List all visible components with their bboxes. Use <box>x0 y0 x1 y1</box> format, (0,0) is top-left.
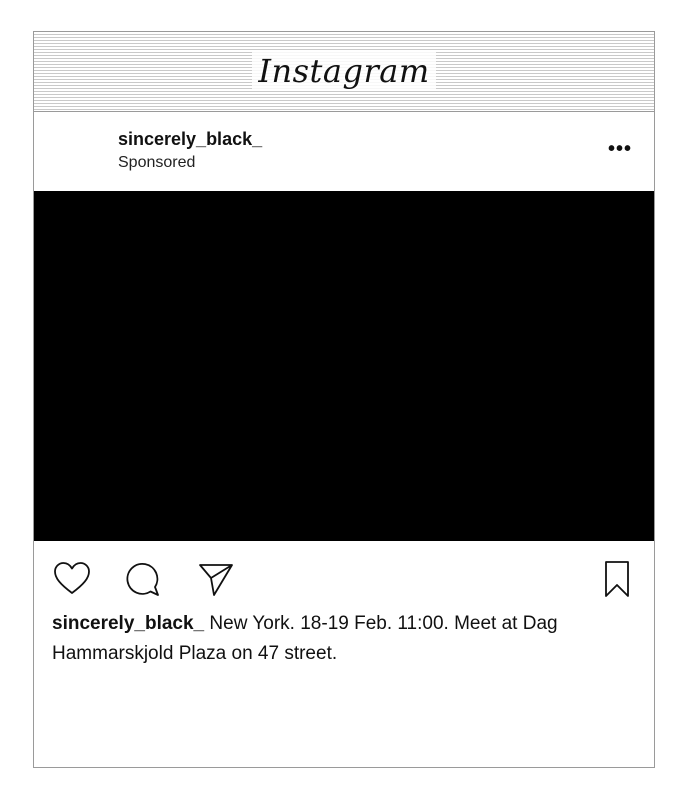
post-media[interactable] <box>34 191 654 541</box>
paper-plane-icon[interactable] <box>196 559 236 599</box>
sponsored-label: Sponsored <box>118 154 196 171</box>
post-username[interactable]: sincerely_black_ <box>118 129 263 149</box>
avatar[interactable] <box>56 130 100 174</box>
instagram-post-frame <box>33 31 655 768</box>
more-options-icon[interactable]: ••• <box>607 138 632 160</box>
caption-text: New York. 18-19 Feb. 11:00. Meet at Dag Hammarskjold Plaza on 47 street. <box>52 613 558 664</box>
caption-username[interactable]: sincerely_black_ <box>52 613 205 634</box>
post-caption <box>52 609 637 669</box>
instagram-logo[interactable]: Instagram <box>34 52 654 90</box>
bookmark-icon[interactable] <box>600 559 634 599</box>
post-actions <box>34 541 654 611</box>
comment-icon[interactable] <box>122 559 162 599</box>
app-header <box>34 32 654 112</box>
post-header <box>34 112 654 191</box>
heart-icon[interactable] <box>52 559 92 599</box>
